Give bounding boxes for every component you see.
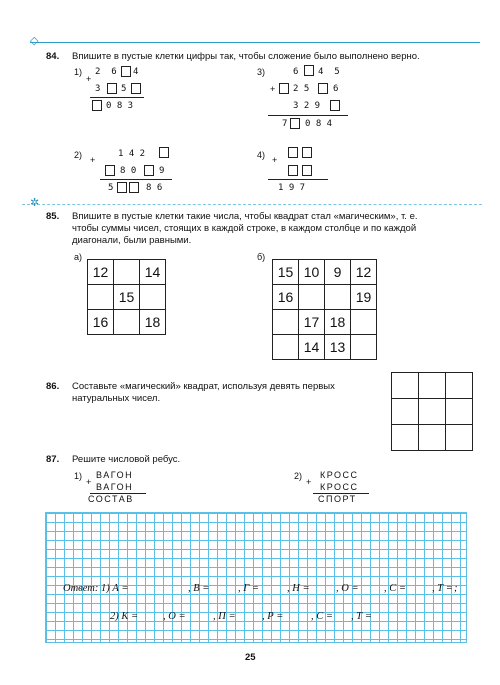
sun-icon: ✲ [30,197,40,209]
answer-part: , С = [384,583,406,594]
square-cell[interactable]: 16 [88,310,114,335]
rebus-label: 2) [294,471,303,481]
answer-part: , Г = [238,583,259,594]
digits: 7 [282,119,288,129]
answer-part: , В = [188,583,210,594]
problem-86-line: Составьте «магический» квадрат, используя девять первых [72,381,335,392]
square-cell[interactable] [351,310,377,335]
empty-magic-square [391,372,473,451]
top-rule [30,42,480,43]
digits: 2 5 [293,84,310,94]
digit-box[interactable] [330,100,340,111]
item-label: 3) [257,67,266,77]
square-cell[interactable] [446,373,473,399]
square-cell[interactable] [88,285,114,310]
problem-86-number: 86. [46,381,60,392]
square-cell[interactable] [140,285,166,310]
square-cell[interactable]: 16 [273,285,299,310]
square-cell[interactable] [446,425,473,451]
square-cell[interactable] [419,425,446,451]
problem-85-line: Впишите в пустые клетки такие числа, чтобы квадрат стал «магическим», т. е. [72,211,418,222]
square-cell[interactable] [114,260,140,285]
digit-box[interactable] [107,83,117,94]
digits: 8 6 [146,183,163,193]
square-cell[interactable]: 15 [273,260,299,285]
square-cell[interactable] [392,399,419,425]
square-cell[interactable] [351,335,377,360]
digits: 3 2 9 [293,101,321,111]
answer-part: , Р = [262,611,284,622]
square-cell[interactable] [273,335,299,360]
square-cell[interactable]: 15 [114,285,140,310]
square-cell[interactable]: 9 [325,260,351,285]
rebus-row: ВАГОН [96,482,134,492]
square-cell[interactable] [325,285,351,310]
plus-sign: + [306,477,312,487]
digit-box[interactable] [279,83,289,94]
rebus-row: ВАГОН [96,470,134,480]
digit-box[interactable] [302,147,312,158]
item-label: 2) [74,150,83,160]
square-cell[interactable]: 14 [299,335,325,360]
digits: 8 0 [120,166,137,176]
answer-part: , С = [311,611,333,622]
square-cell[interactable] [392,373,419,399]
digit-box[interactable] [302,165,312,176]
answer-part: , Т = [432,583,453,594]
problem-85-number: 85. [46,211,60,222]
digits: 5 [121,84,127,94]
digit-box[interactable] [144,165,154,176]
problem-87-text: Решите числовой ребус. [72,454,181,465]
answer-part: , Н = [287,583,310,594]
plus-sign: + [270,84,276,94]
digits: 5 [108,183,114,193]
magic-square-b [272,259,377,360]
rebus-row: КРОСС [320,482,359,492]
item-label: 1) [74,67,83,77]
answer-part: , О = [336,583,359,594]
answer-part: , П = [213,611,236,622]
section-divider [22,204,482,205]
problem-85-line: диагонали, были равными. [72,235,192,246]
rebus-row: КРОСС [320,470,359,480]
digits: 1 9 7 [278,183,306,193]
square-cell[interactable]: 10 [299,260,325,285]
square-cell[interactable]: 18 [140,310,166,335]
square-cell[interactable]: 18 [325,310,351,335]
square-cell[interactable] [392,425,419,451]
digits: 4 [133,67,139,77]
digit-box[interactable] [159,147,169,158]
problem-87-number: 87. [46,454,60,465]
rebus-result: СПОРТ [318,494,357,504]
square-cell[interactable] [114,310,140,335]
square-cell[interactable]: 13 [325,335,351,360]
digits: 2 6 [95,67,117,77]
sum-line [90,97,144,98]
plus-sign: + [272,155,278,165]
digit-box[interactable] [129,182,139,193]
square-b-label: б) [257,252,266,262]
rebus-result: СОСТАВ [88,494,134,504]
square-cell[interactable]: 19 [351,285,377,310]
digit-box[interactable] [290,118,300,129]
page-number: 25 [245,652,256,663]
answer-part: 2) К = [110,611,139,622]
digits: 6 [293,67,299,77]
digits: 3 [95,84,101,94]
plus-sign: + [86,477,92,487]
diamond-arrow-icon: ◇ [30,35,39,47]
digit-box[interactable] [318,83,328,94]
problem-86-line: натуральных чисел. [72,393,161,404]
square-cell[interactable]: 17 [299,310,325,335]
item-label: 4) [257,150,266,160]
digits: 0 8 4 [305,119,333,129]
square-cell[interactable]: 12 [351,260,377,285]
sum-line [268,115,348,116]
digit-box[interactable] [121,66,131,77]
digit-box[interactable] [304,65,314,76]
digit-box[interactable] [131,83,141,94]
digits: 0 8 3 [106,101,134,111]
square-cell[interactable] [419,399,446,425]
digits: 6 [333,84,339,94]
problem-85-line: чтобы суммы чисел, стоящих в каждой строке, в каждом столбце и по каждой [72,223,417,234]
digits: 9 [159,166,165,176]
sum-line [100,179,172,180]
plus-sign: + [90,155,96,165]
square-cell[interactable] [299,285,325,310]
digit-box[interactable] [288,165,298,176]
square-cell[interactable] [446,399,473,425]
digit-box[interactable] [105,165,115,176]
digits: 4 5 [318,67,340,77]
digit-box[interactable] [92,100,102,111]
plus-sign: + [86,74,92,84]
digit-box[interactable] [288,147,298,158]
square-a-label: а) [74,252,83,262]
digits: 1 4 2 [118,149,146,159]
answer-part: Ответ: 1) А = [63,583,129,594]
problem-84-number: 84. [46,51,60,62]
rebus-label: 1) [74,471,83,481]
answer-part: , О = [163,611,186,622]
square-cell[interactable]: 14 [140,260,166,285]
square-cell[interactable] [419,373,446,399]
answer-part: ; [454,583,458,594]
digit-box[interactable] [117,182,127,193]
answer-part: , Т = [351,611,372,622]
answer-grid[interactable] [45,512,467,643]
sum-line [268,179,328,180]
square-cell[interactable]: 12 [88,260,114,285]
square-cell[interactable] [273,310,299,335]
problem-84-text: Впишите в пустые клетки цифры так, чтобы сложение было выполнено верно. [72,51,420,62]
magic-square-a [87,259,166,335]
